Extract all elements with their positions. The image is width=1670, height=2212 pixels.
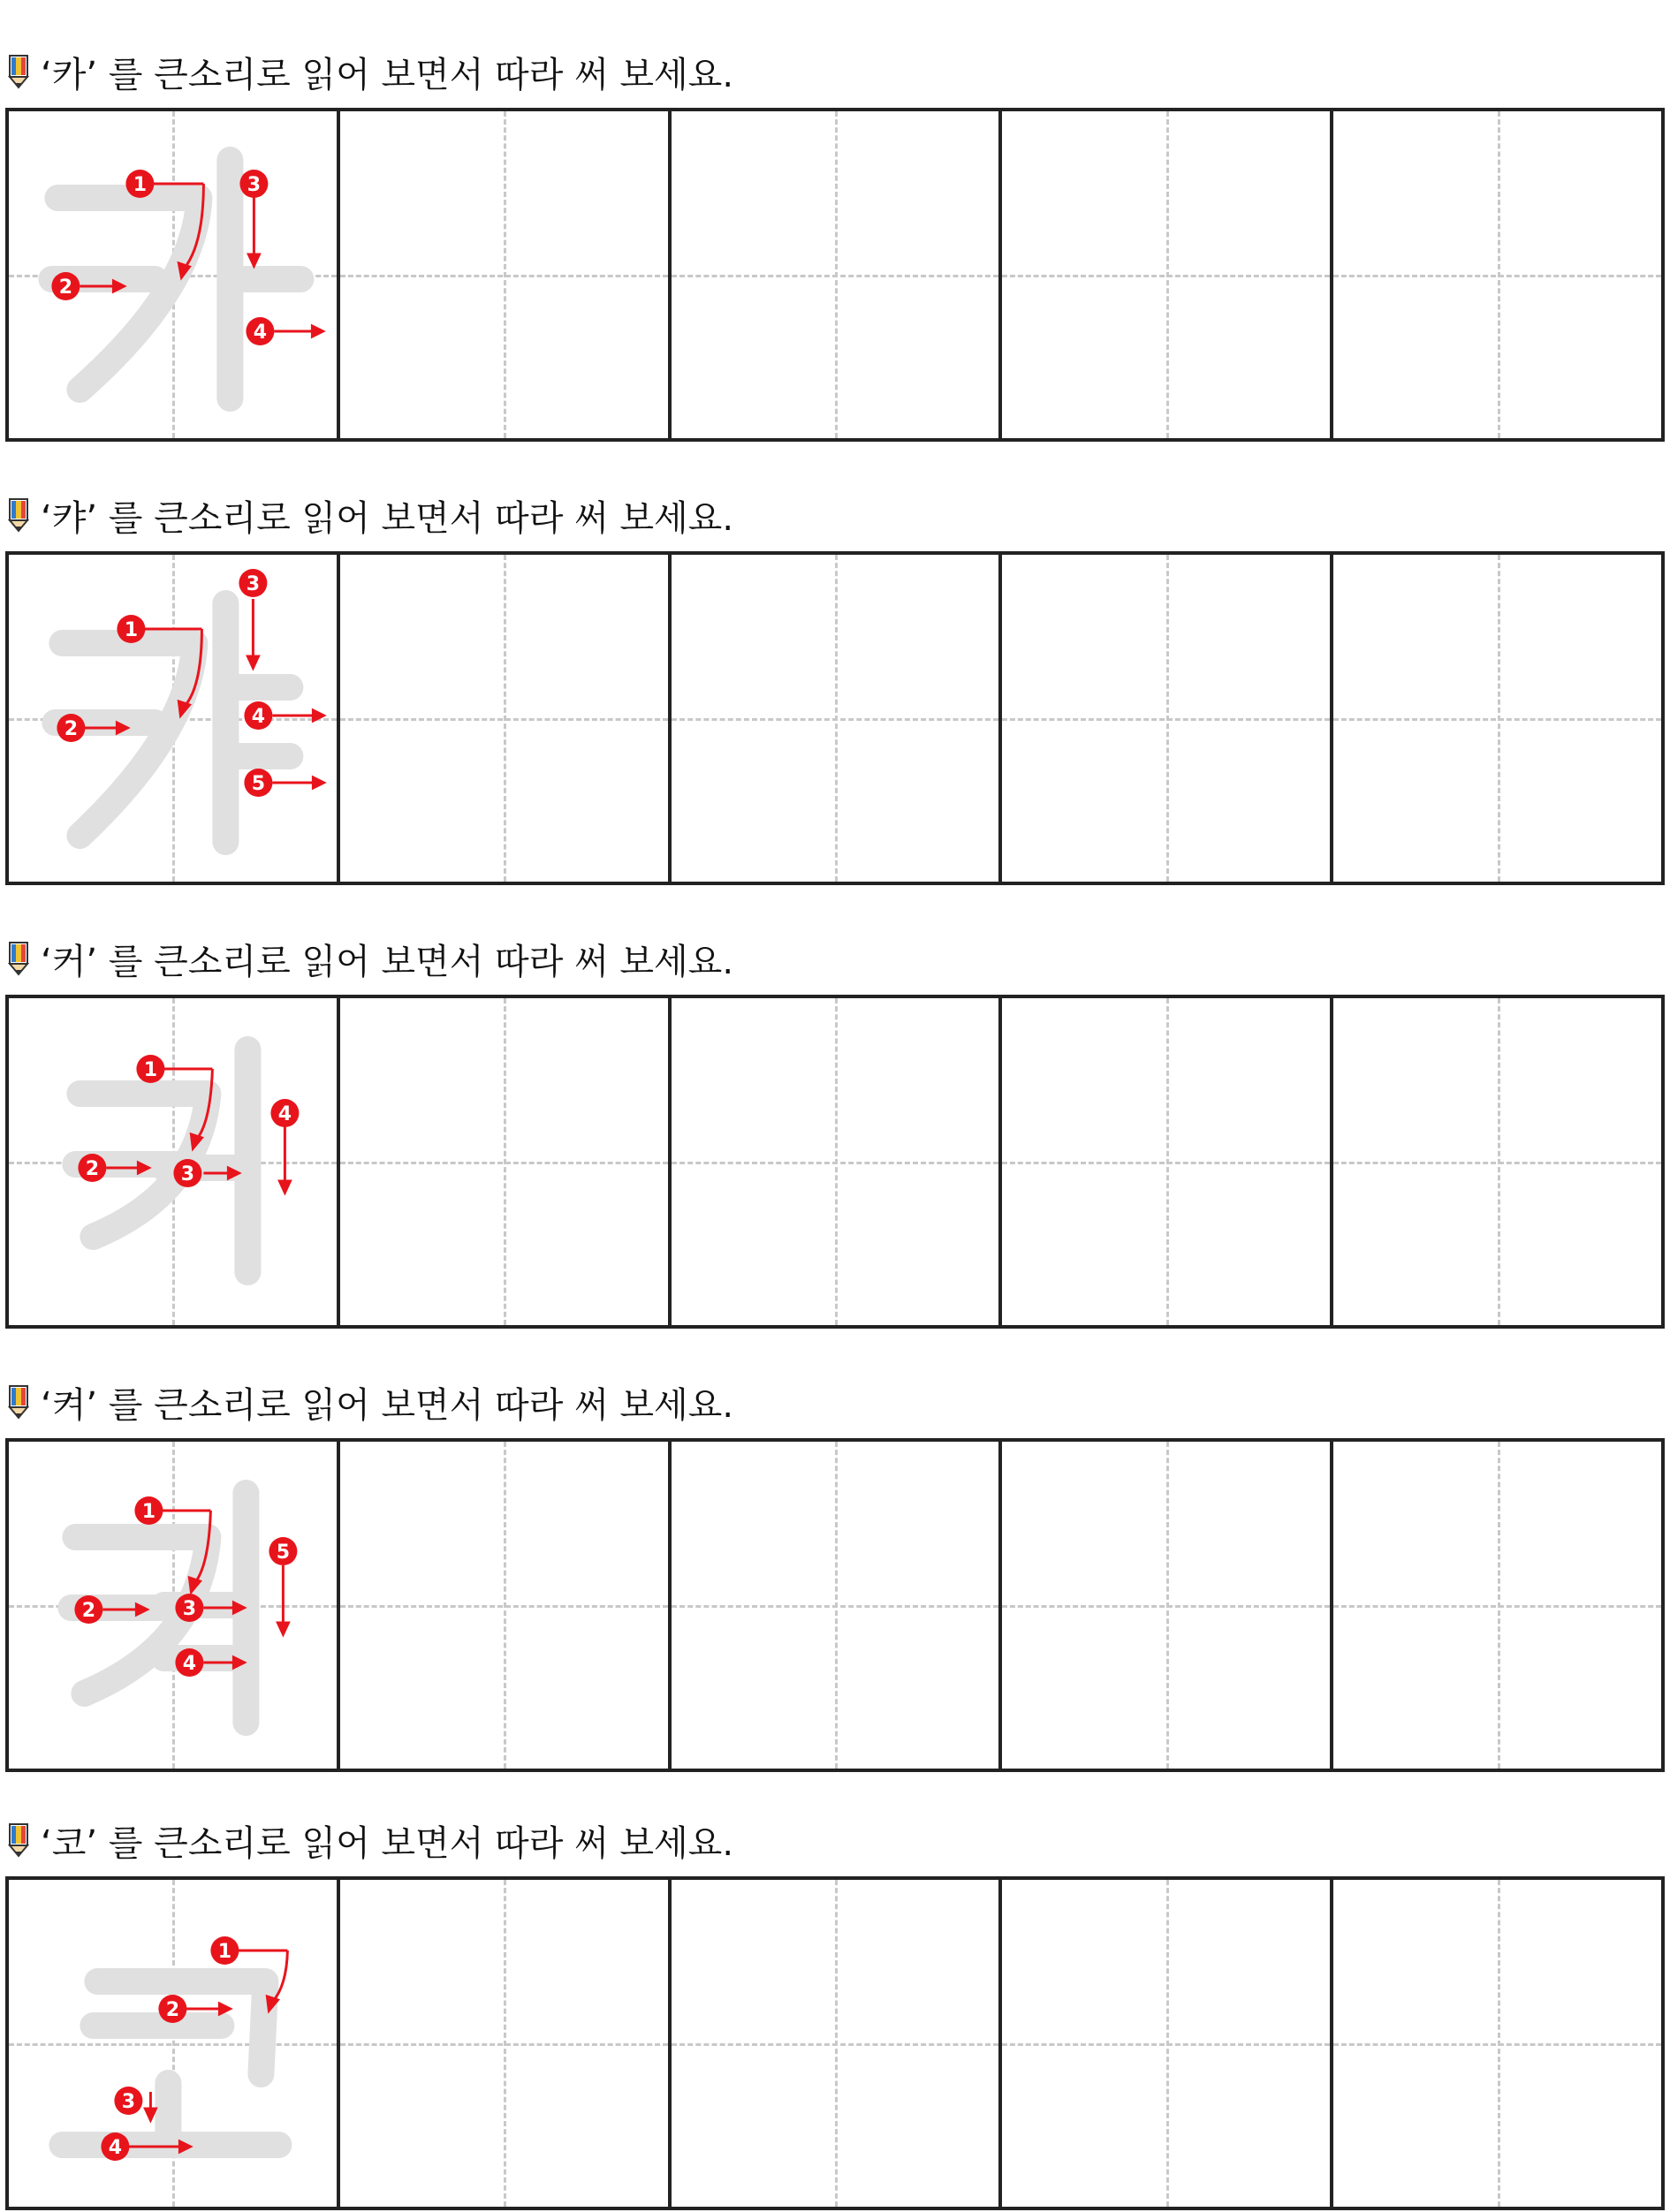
target-syllable: ‘커’ — [41, 941, 98, 982]
guide-line — [672, 1162, 999, 1164]
guide-line — [1002, 275, 1330, 277]
svg-text:4: 4 — [251, 706, 266, 728]
instruction — [7, 493, 733, 537]
instruction — [7, 1818, 733, 1862]
practice-cell[interactable] — [337, 1442, 668, 1769]
instruction — [7, 1380, 733, 1424]
svg-text:5: 5 — [251, 773, 266, 795]
instruction — [7, 49, 733, 94]
guide-line — [1333, 2043, 1661, 2046]
guide-line — [340, 275, 668, 277]
svg-text:3: 3 — [247, 174, 262, 196]
svg-text:3: 3 — [246, 573, 261, 595]
svg-text:2: 2 — [81, 1600, 96, 1622]
practice-cell[interactable] — [998, 111, 1330, 438]
practice-cell[interactable] — [668, 998, 999, 1325]
svg-text:3: 3 — [182, 1598, 197, 1620]
svg-text:2: 2 — [165, 1999, 180, 2021]
practice-cell[interactable] — [1330, 1442, 1661, 1769]
practice-cell[interactable] — [337, 998, 668, 1325]
model-cell — [9, 555, 337, 882]
guide-line — [340, 1605, 668, 1608]
guide-line — [672, 275, 999, 277]
writing-grid — [5, 551, 1665, 885]
guide-line — [1333, 1605, 1661, 1608]
guide-line — [1002, 2043, 1330, 2046]
pencil-icon — [7, 54, 30, 89]
practice-cell[interactable] — [1330, 111, 1661, 438]
svg-text:4: 4 — [182, 1653, 197, 1675]
practice-cell[interactable] — [998, 1880, 1330, 2207]
pencil-icon — [7, 1384, 30, 1420]
pencil-icon — [7, 941, 30, 976]
practice-cell[interactable] — [337, 555, 668, 882]
guide-line — [1002, 718, 1330, 721]
practice-cell[interactable] — [1330, 1880, 1661, 2207]
guide-line — [1333, 1162, 1661, 1164]
svg-text:2: 2 — [85, 1158, 100, 1180]
pencil-icon — [7, 1822, 30, 1858]
practice-cell[interactable] — [337, 1880, 668, 2207]
model-character — [9, 111, 337, 438]
guide-line — [340, 1162, 668, 1164]
target-syllable: ‘켜’ — [41, 1384, 98, 1426]
guide-line — [672, 718, 999, 721]
practice-section-keo — [0, 887, 1670, 1330]
svg-text:1: 1 — [143, 1059, 158, 1081]
target-syllable: ‘코’ — [41, 1822, 98, 1864]
svg-text:1: 1 — [124, 619, 139, 641]
guide-line — [672, 1605, 999, 1608]
svg-text:5: 5 — [276, 1542, 291, 1564]
target-syllable: ‘캬’ — [41, 497, 98, 539]
svg-text:2: 2 — [58, 276, 73, 299]
practice-cell[interactable] — [668, 555, 999, 882]
guide-line — [340, 2043, 668, 2046]
practice-cell[interactable] — [668, 1442, 999, 1769]
writing-grid — [5, 108, 1665, 442]
instruction-text: 를 큰소리로 읽어 보면서 따라 써 보세요. — [108, 1822, 734, 1864]
svg-text:1: 1 — [217, 1941, 232, 1963]
svg-text:3: 3 — [180, 1163, 195, 1186]
practice-section-kyeo — [0, 1330, 1670, 1774]
model-character — [9, 555, 337, 882]
instruction — [7, 936, 733, 981]
practice-cell[interactable] — [998, 998, 1330, 1325]
model-cell — [9, 1442, 337, 1769]
model-character — [9, 1880, 337, 2207]
model-cell — [9, 998, 337, 1325]
guide-line — [1333, 275, 1661, 277]
svg-text:3: 3 — [121, 2091, 136, 2113]
pencil-icon — [7, 497, 30, 533]
instruction-text: 를 큰소리로 읽어 보면서 따라 써 보세요. — [108, 497, 734, 539]
guide-line — [1002, 1605, 1330, 1608]
practice-section-ka — [0, 0, 1670, 443]
practice-cell[interactable] — [337, 111, 668, 438]
model-character — [9, 998, 337, 1325]
practice-cell[interactable] — [998, 1442, 1330, 1769]
svg-text:4: 4 — [277, 1103, 292, 1125]
instruction-text: 를 큰소리로 읽어 보면서 따라 써 보세요. — [108, 54, 734, 95]
practice-cell[interactable] — [668, 111, 999, 438]
guide-line — [672, 2043, 999, 2046]
svg-text:1: 1 — [133, 174, 148, 196]
svg-text:1: 1 — [141, 1501, 156, 1523]
practice-cell[interactable] — [998, 555, 1330, 882]
practice-section-kya — [0, 443, 1670, 887]
instruction-text: 를 큰소리로 읽어 보면서 따라 써 보세요. — [108, 1384, 734, 1426]
svg-text:4: 4 — [253, 322, 268, 344]
guide-line — [1002, 1162, 1330, 1164]
svg-text:4: 4 — [108, 2137, 123, 2159]
writing-grid — [5, 1438, 1665, 1772]
practice-cell[interactable] — [1330, 998, 1661, 1325]
instruction-text: 를 큰소리로 읽어 보면서 따라 써 보세요. — [108, 941, 734, 982]
guide-line — [340, 718, 668, 721]
model-cell — [9, 1880, 337, 2207]
model-character — [9, 1442, 337, 1769]
model-cell — [9, 111, 337, 438]
writing-grid — [5, 995, 1665, 1329]
svg-text:2: 2 — [64, 718, 79, 740]
writing-grid — [5, 1876, 1665, 2210]
practice-cell[interactable] — [668, 1880, 999, 2207]
target-syllable: ‘카’ — [41, 54, 98, 95]
practice-cell[interactable] — [1330, 555, 1661, 882]
practice-section-ko — [0, 1769, 1670, 2212]
guide-line — [1333, 718, 1661, 721]
